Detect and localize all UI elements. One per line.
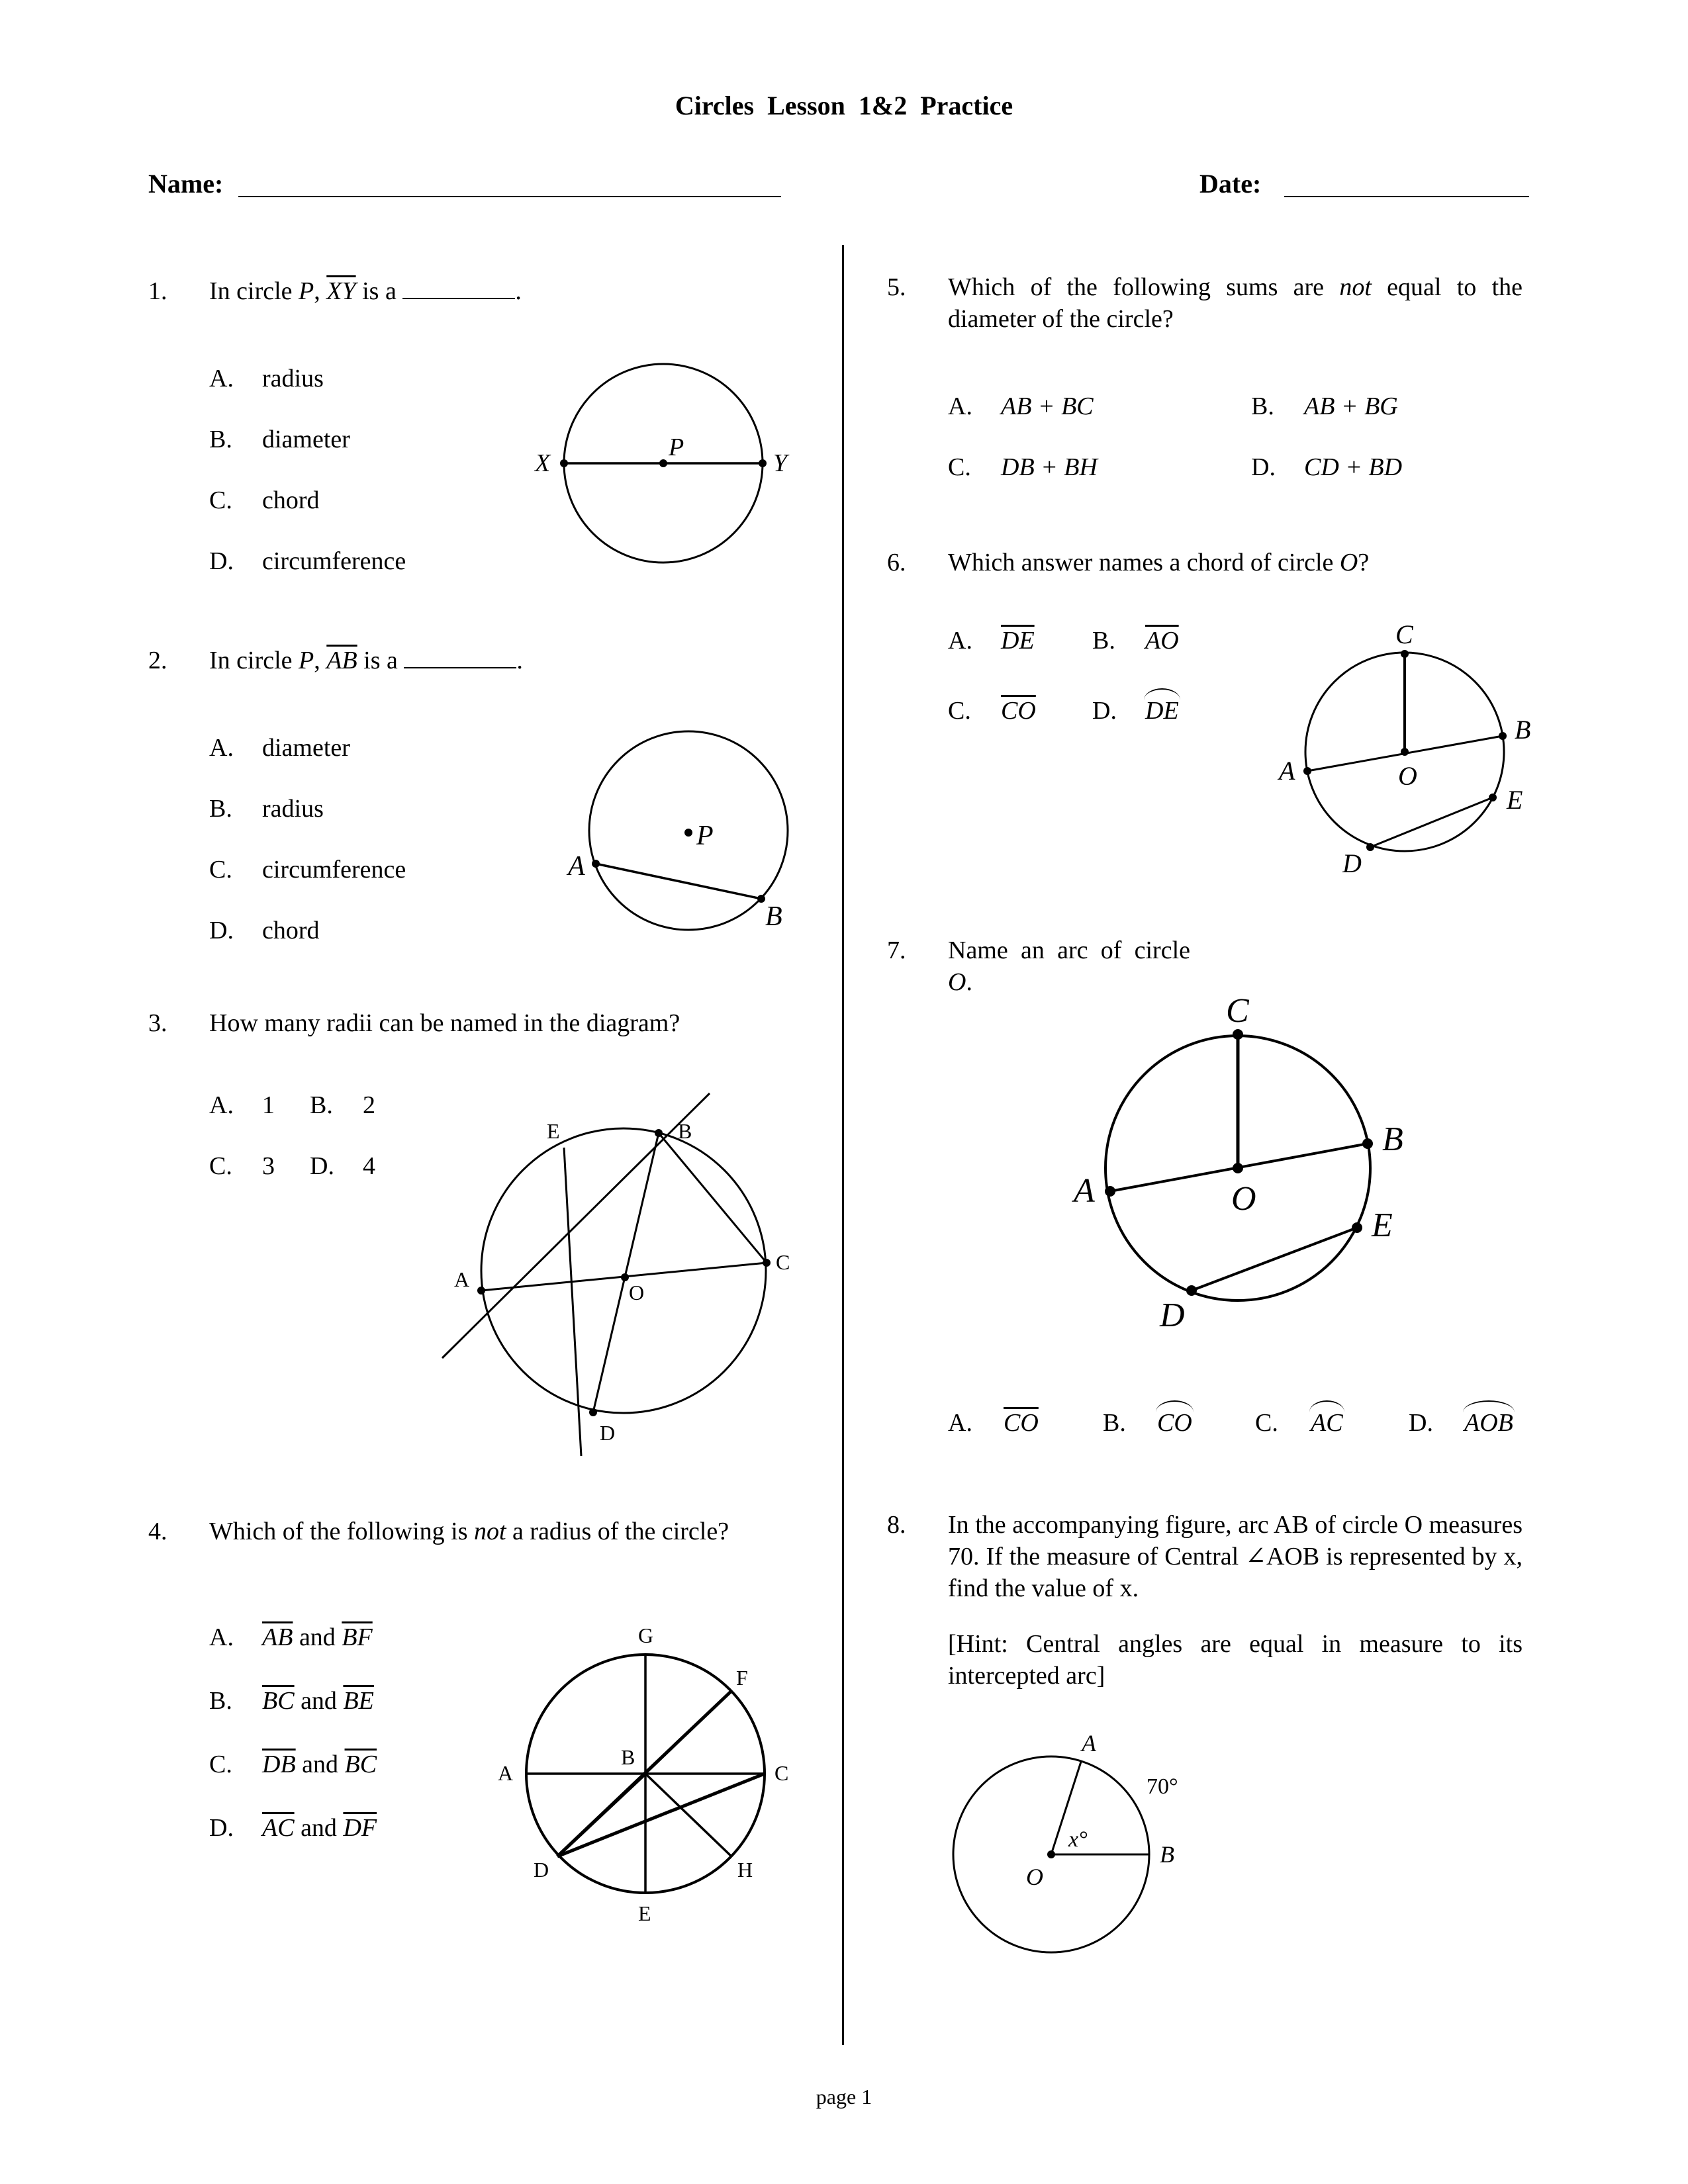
q3-option-b-text: 2 [363,1091,375,1119]
q6-label-c: C [1395,619,1413,649]
q8-label-arc-measure: 70° [1147,1774,1178,1799]
q3-option-a-text: 1 [262,1091,275,1119]
q5-option-d-text: CD + BD [1304,453,1403,481]
q3-label-e: E [547,1119,560,1143]
q7-label-c: C [1226,992,1249,1030]
q2-label-b: B [765,901,782,932]
q6-option-a-text: $\overline{DE}$ [1001,627,1035,655]
q4-option-a[interactable]: A. [209,1623,234,1651]
q6-prompt: Which answer names a chord of circle O? [948,549,1370,576]
q4-number: 4. [148,1518,167,1545]
q2-option-b[interactable]: B. [209,795,232,823]
q4-label-d: D [534,1858,549,1882]
q6-label-a: A [1279,756,1295,786]
page-number: page 1 [816,2085,872,2109]
q3-option-d[interactable]: D. [310,1152,334,1180]
q2-circle-name: P [299,647,314,674]
q4-option-b[interactable]: B. [209,1687,232,1715]
q8-label-o: O [1026,1864,1043,1890]
q3-option-c[interactable]: C. [209,1152,232,1180]
q7-option-a-text: $\overline{CO}$ [1004,1409,1039,1437]
q5-number: 5. [887,273,906,301]
q3-option-d-text: 4 [363,1152,375,1180]
q8-point-o [1047,1850,1055,1858]
q3-number: 3. [148,1009,167,1037]
q7-option-b-text: CO [1157,1407,1192,1439]
q3-label-c: C [776,1250,790,1274]
q5-option-b-text: AB + BG [1304,392,1398,420]
q6-option-d-text: DE [1145,695,1179,727]
q4-label-b: B [621,1745,635,1769]
q7-option-b[interactable]: B. [1103,1409,1126,1437]
q5-option-c-text: DB + BH [1001,453,1098,481]
q6-option-b-text: $\overline{AO}$ [1145,627,1179,655]
q8-number: 8. [887,1511,906,1539]
q5-option-b[interactable]: B. [1251,392,1274,420]
q1-label-x: X [535,449,551,477]
q2-option-b-text: radius [262,795,324,823]
q7-option-c[interactable]: C. [1255,1409,1278,1437]
q6-label-d: D [1342,848,1362,878]
q2-option-c[interactable]: C. [209,856,232,884]
q7-label-o: O [1231,1180,1256,1218]
q4-label-f: F [736,1666,748,1690]
q4-option-d-text: $\overline{AC}$ and $\overline{DF}$ [262,1814,377,1842]
q6-label-e: E [1507,785,1523,815]
q7-option-d-text: AOB [1464,1407,1513,1439]
q8-label-x: x° [1068,1827,1088,1852]
q7-label-d: D [1160,1297,1185,1334]
q1-option-a-text: radius [262,365,324,392]
q2-label-a: A [568,851,585,882]
q6-label-o: O [1398,761,1417,791]
q7-option-a[interactable]: A. [948,1409,972,1437]
q3-prompt: How many radii can be named in the diagram? [209,1009,680,1037]
q2-label-p: P [696,821,714,851]
q7-prompt: Name an arc of circle O. [948,936,1190,996]
q1-option-a[interactable]: A. [209,365,234,392]
q1-option-b[interactable]: B. [209,426,232,453]
q8-label-a: A [1082,1730,1096,1756]
q7-number: 7. [887,936,906,964]
q2-prompt: In circle P, $\overline{AB}$ is a . [209,647,523,674]
q4-prompt: Which of the following is not a radius of the circle? [209,1518,729,1545]
q8-label-b: B [1160,1841,1174,1868]
q4-label-c: C [774,1761,789,1785]
q4-label-a: A [498,1761,514,1785]
q6-label-b: B [1515,715,1531,745]
q4-option-b-text: $\overline{BC}$ and $\overline{BE}$ [262,1687,374,1715]
q2-option-d-text: chord [262,917,320,944]
q4-option-c[interactable]: C. [209,1751,232,1778]
q3-label-b: B [678,1119,692,1143]
q3-option-c-text: 3 [262,1152,275,1180]
q8-prompt: In the accompanying figure, arc AB of circle O measures 70. If the measure of Central ∠AOB is represented by x, find the value of x. [948,1511,1523,1602]
q1-circle-name: P [299,277,314,305]
q5-option-a-text: AB + BC [1001,392,1094,420]
page-title: Circles Lesson 1&2 Practice [675,91,1013,120]
q4-label-h: H [737,1858,753,1882]
q2-segment: $\overline{AB}$ [326,647,357,674]
q6-option-c-text: $\overline{CO}$ [1001,697,1036,725]
q5-option-d[interactable]: D. [1251,453,1276,481]
q1-option-c-text: chord [262,486,320,514]
q7-label-e: E [1372,1206,1393,1244]
q6-option-d[interactable]: D. [1092,697,1117,725]
q7-label-b: B [1382,1120,1403,1158]
q5-option-a[interactable]: A. [948,392,972,420]
q1-label-y: Y [773,449,788,477]
q2-number: 2. [148,647,167,674]
q5-option-c[interactable]: C. [948,453,971,481]
name-label: Name: [148,169,224,199]
q1-prompt: In circle P, $\overline{XY}$ is a . [209,277,522,305]
q6-option-c[interactable]: C. [948,697,971,725]
q5-prompt: Which of the following sums are not equal to the diameter of the circle? [948,273,1523,333]
q4-label-e: E [638,1901,651,1925]
q1-option-d-text: circumference [262,547,406,575]
q3-label-a: A [454,1267,470,1291]
q1-label-p: P [669,433,684,461]
q1-number: 1. [148,277,167,305]
q3-option-b[interactable]: B. [310,1091,333,1119]
q4-label-g: G [638,1623,654,1647]
q2-option-c-text: circumference [262,856,406,884]
q2-option-a-text: diameter [262,734,350,762]
q6-option-b[interactable]: B. [1092,627,1115,655]
q1-option-c[interactable]: C. [209,486,232,514]
q4-option-d[interactable]: D. [209,1814,234,1842]
q6-number: 6. [887,549,906,576]
q4-option-c-text: $\overline{DB}$ and $\overline{BC}$ [262,1751,377,1778]
q2-option-d[interactable]: D. [209,917,234,944]
q7-option-d[interactable]: D. [1409,1409,1433,1437]
q1-option-d[interactable]: D. [209,547,234,575]
date-label: Date: [1199,169,1262,199]
q3-label-o: O [629,1281,645,1304]
q7-label-a: A [1074,1172,1095,1210]
q2-option-a[interactable]: A. [209,734,234,762]
q4-option-a-text: $\overline{AB}$ and $\overline{BF}$ [262,1623,373,1651]
q3-option-a[interactable]: A. [209,1091,234,1119]
q7-option-c-text: AC [1311,1407,1343,1439]
q8-hint: [Hint: Central angles are equal in measure to its intercepted arc] [948,1630,1523,1690]
q1-segment: $\overline{XY}$ [326,277,356,305]
q6-option-a[interactable]: A. [948,627,972,655]
q3-label-d: D [600,1421,616,1445]
q1-option-b-text: diameter [262,426,350,453]
